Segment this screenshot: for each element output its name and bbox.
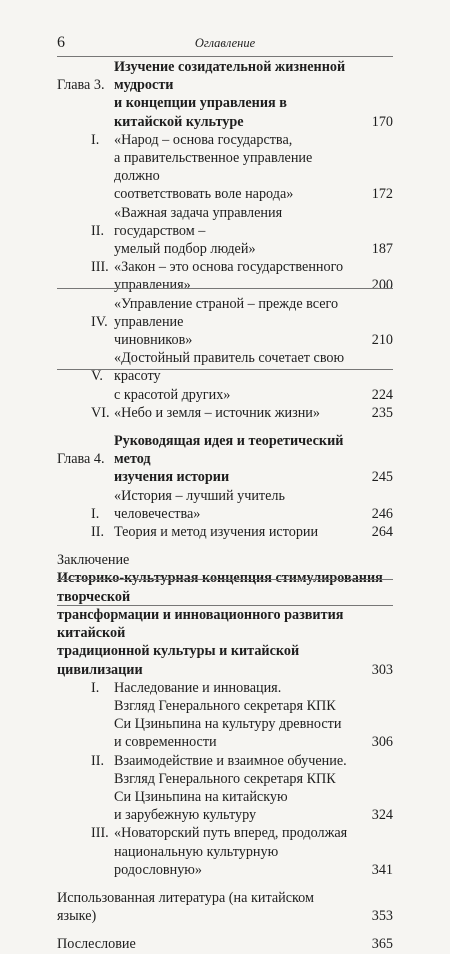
conclusion-title-cont: традиционной культуры и китайской цивилизации xyxy=(57,643,300,678)
chapter-title-cont: изучения истории xyxy=(114,469,230,486)
entry-title-cont: умелый подбор людей» xyxy=(114,241,256,258)
page-ref: 246 xyxy=(371,505,393,522)
roman-numeral: I. xyxy=(91,505,100,522)
conclusion xyxy=(57,551,393,879)
roman-numeral: V. xyxy=(91,368,103,385)
entry-title: «Небо и земля – источник жизни» xyxy=(114,404,320,421)
toc-entry xyxy=(57,679,393,697)
table-of-contents xyxy=(57,58,393,954)
page-ref: 224 xyxy=(371,386,393,403)
entry-title: «Достойный правитель сочетает свою красоту xyxy=(114,350,345,385)
section-rule xyxy=(57,579,393,580)
entry-title-cont: и современности xyxy=(114,734,217,751)
toc-entry xyxy=(57,824,393,842)
chapter-title: Изучение созидательной жизненной мудрости xyxy=(114,59,346,94)
entry-title: «Управление страной – прежде всего управление xyxy=(114,295,339,330)
chapter-4-heading xyxy=(57,432,393,468)
roman-numeral: II. xyxy=(91,524,104,541)
chapter-3-heading xyxy=(57,58,393,94)
toc-entry xyxy=(57,131,393,149)
section-rule xyxy=(57,605,393,606)
page-ref: 172 xyxy=(371,186,393,203)
running-title: Оглавление xyxy=(194,36,256,50)
literature-entry xyxy=(57,889,393,925)
entry-title-cont: соответствовать воле народа» xyxy=(114,186,294,203)
entry-title-cont: Си Цзиньпина на китайскую xyxy=(114,788,288,805)
entry-title: Использованная литература (на китайском языке) xyxy=(57,889,314,925)
chapter-3 xyxy=(57,58,393,422)
toc-entry xyxy=(57,523,393,541)
roman-numeral: II. xyxy=(91,752,104,769)
conclusion-title: Историко-культурная концепция стимулирования творческой xyxy=(57,570,383,605)
roman-numeral: III. xyxy=(91,825,109,842)
page-ref: 210 xyxy=(371,332,393,349)
chapter-title: Руководящая идея и теоретический метод xyxy=(114,433,344,468)
roman-numeral: III. xyxy=(91,259,109,276)
roman-numeral: II. xyxy=(91,222,104,239)
entry-title: «Новаторский путь вперед, продолжая xyxy=(114,825,348,842)
conclusion-title-cont: трансформации и инновационного развития китайской xyxy=(57,606,344,642)
toc-entry xyxy=(57,295,393,331)
entry-title: «Народ – основа государства, xyxy=(114,131,293,148)
chapter-label: Глава 4. xyxy=(57,451,105,468)
roman-numeral: I. xyxy=(91,131,100,148)
page-ref: 365 xyxy=(371,936,393,953)
entry-title-cont: Взгляд Генерального секретаря КПК xyxy=(114,697,336,714)
toc-entry xyxy=(57,349,393,385)
section-rule xyxy=(57,369,393,370)
roman-numeral: VI. xyxy=(91,404,110,421)
page-ref: 341 xyxy=(371,861,393,878)
page-ref: 306 xyxy=(371,734,393,751)
page-ref: 303 xyxy=(371,661,393,678)
page-ref: 245 xyxy=(371,469,393,486)
entry-title-cont: а правительственное управление должно xyxy=(114,150,313,185)
page-number: 6 xyxy=(57,34,65,51)
toc-entry xyxy=(57,404,393,422)
entry-title: Послесловие xyxy=(57,936,136,953)
header-rule xyxy=(57,56,393,57)
entry-title-cont: Взгляд Генерального секретаря КПК xyxy=(114,770,336,787)
entry-title: «История – лучший учитель человечества» xyxy=(114,487,285,522)
roman-numeral: I. xyxy=(91,679,100,696)
entry-title: Взаимодействие и взаимное обучение. xyxy=(114,752,347,769)
toc-entry xyxy=(57,487,393,523)
page-ref: 170 xyxy=(371,113,393,130)
section-rule xyxy=(57,288,393,289)
entry-title: Теория и метод изучения истории xyxy=(114,524,319,541)
chapter-title-cont: и концепции управления в китайской культуре xyxy=(114,95,287,130)
roman-numeral: IV. xyxy=(91,313,108,330)
conclusion-label: Заключение xyxy=(57,552,130,569)
page-ref: 264 xyxy=(371,524,393,541)
page-ref: 353 xyxy=(371,908,393,925)
entry-title: Наследование и инновация. xyxy=(114,679,282,696)
page-header xyxy=(57,34,393,52)
entry-title-cont: управления» xyxy=(114,277,191,294)
entry-title-cont: с красотой других» xyxy=(114,386,231,403)
entry-title: «Важная задача управления государством – xyxy=(114,204,283,239)
entry-title-cont: чиновников» xyxy=(114,332,193,349)
entry-title-cont: национальную культурную родословную» xyxy=(114,843,279,878)
toc-entry xyxy=(57,204,393,240)
page-ref: 235 xyxy=(371,404,393,421)
entry-title-cont: и зарубежную культуру xyxy=(114,807,257,824)
toc-entry xyxy=(57,258,393,276)
entry-title: «Закон – это основа государственного xyxy=(114,259,344,276)
afterword-entry xyxy=(57,935,393,953)
chapter-4 xyxy=(57,432,393,541)
page-ref: 200 xyxy=(371,277,393,294)
toc-entry xyxy=(57,752,393,770)
entry-title-cont: Си Цзиньпина на культуру древности xyxy=(114,716,342,733)
page-ref: 187 xyxy=(371,241,393,258)
chapter-label: Глава 3. xyxy=(57,77,105,94)
page-ref: 324 xyxy=(371,807,393,824)
